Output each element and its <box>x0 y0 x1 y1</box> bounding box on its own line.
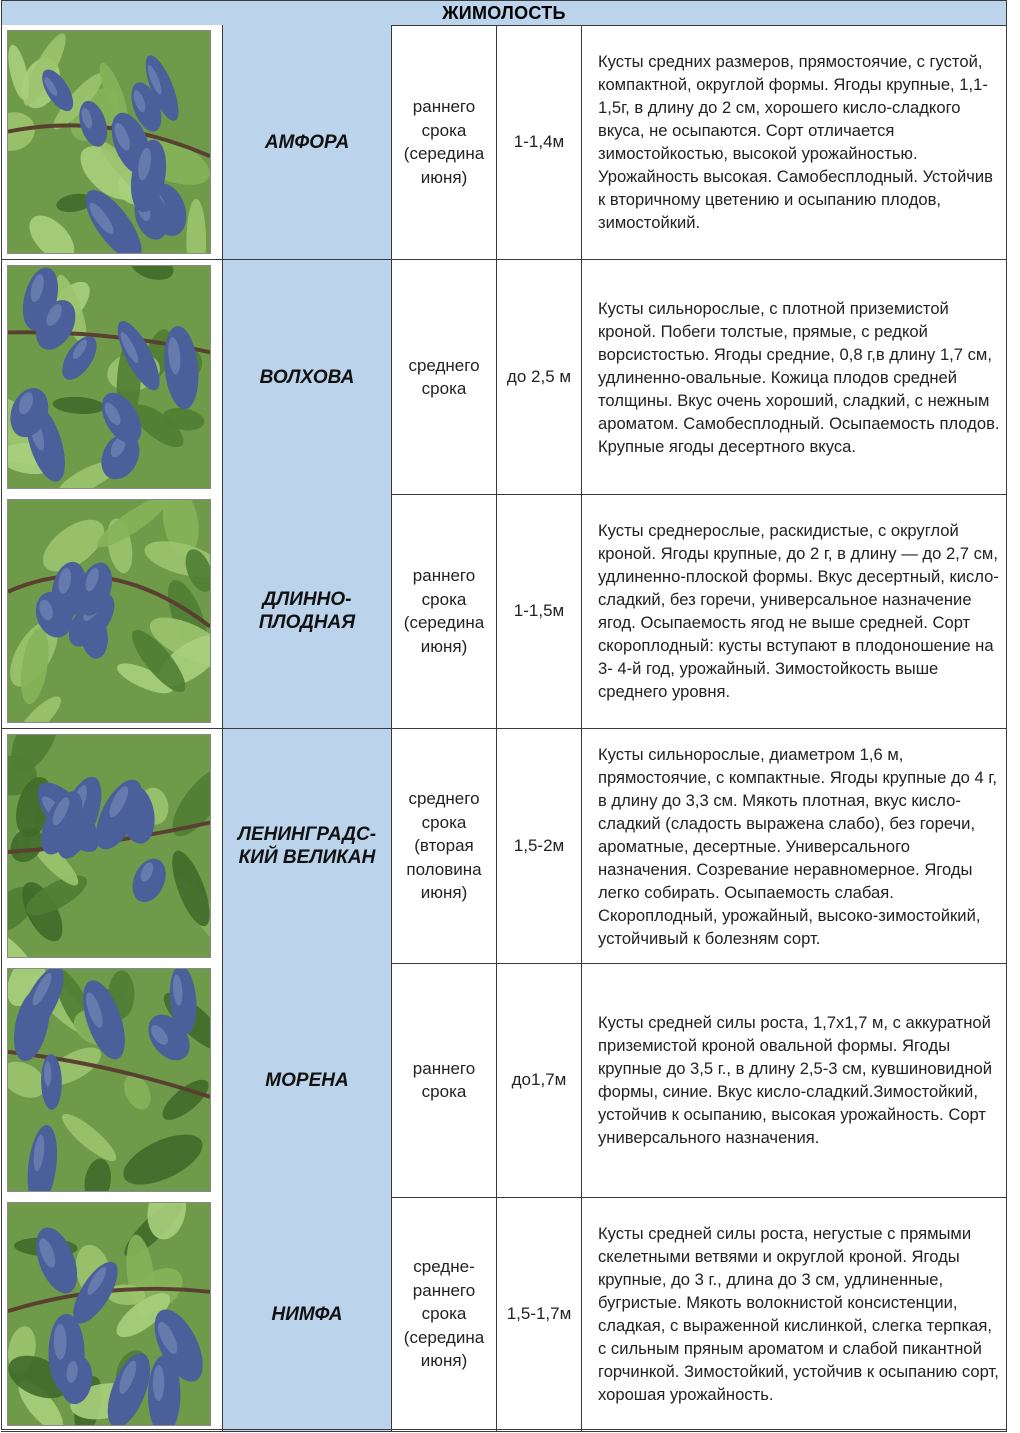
honeysuckle-berries-photo <box>7 734 211 958</box>
honeysuckle-berries-photo <box>7 968 211 1192</box>
table-row <box>1 260 1007 494</box>
variety-description-cell <box>582 1197 1007 1431</box>
ripening-term-cell <box>392 25 497 259</box>
ripening-term: раннего срока (середина июня) <box>403 566 485 656</box>
variety-description-cell <box>582 494 1007 728</box>
ripening-term-cell <box>392 729 497 963</box>
variety-description: Кусты среднерослые, раскидистые, с округлой кроной. Ягоды крупные, до 2 г, в длину — до 2,7 см, удлиненно-плоской формы. Вкус десертный, кисло-сладкий, без горечи, универсальное назначение ягод. Осыпаемость ягод не выше средней. Сорт скороплодный: кусты вступают в плодоношение на 3- 4-й год, урожайный. Зимостойкость выше среднего уровня. <box>598 521 999 701</box>
variety-description: Кусты сильнорослые, с плотной приземистой кроной. Побеги толстые, прямые, с редкой ворсистостью. Ягоды средние, 0,8 г,в длину 1,7 см, удлиненно-овальные. Кожица плодов средней толщины. Вкус очень хороший, сладкий, с нежным ароматом. Самобесплодный. Осыпаемость плодов. Крупные ягоды десертного вкуса. <box>598 298 1000 456</box>
variety-photo-cell <box>1 25 223 259</box>
ripening-term: раннего срока (середина июня) <box>403 97 485 187</box>
bush-height: до 2,5 м <box>506 367 572 386</box>
variety-photo-cell <box>1 1197 223 1431</box>
variety-name-cell <box>223 494 392 728</box>
bush-height: до1,7м <box>511 1070 567 1089</box>
bush-height: 1-1,5м <box>513 601 565 620</box>
variety-name: ЛЕНИНГРАДС- КИЙ ВЕЛИКАН <box>237 824 377 868</box>
row-divider <box>1 1431 1007 1432</box>
bush-height-cell <box>497 729 582 963</box>
variety-description: Кусты сильнорослые, диаметром 1,6 м, прямостоячие, с компактные. Ягоды крупные до 4 г, в длину до 3,3 см. Мякоть плотная, вкус кисло-сладкий (сладость выражена слабо), без горечи, ароматные, десертные. Универсального назначения. Созревание неравномерное. Ягоды легко собирать. Осыпаемость слабая. Скороплодный, урожайный, высоко-зимостойкий, устойчивый к болезням сорт. <box>598 744 997 948</box>
ripening-term-cell <box>392 494 497 728</box>
variety-description-cell <box>582 963 1007 1197</box>
variety-description: Кусты средней силы роста, 1,7х1,7 м, с аккуратной приземистой кроной овальной формы. Ягоды крупные до 3,5 г., в длину 2,5-3 см, кувшиновидной формы, синие. Вкус кисло-сладкий.Зимостойкий, устойчив к осыпанию, высокая урожайность. Сорт универсального назначения. <box>598 1013 993 1147</box>
variety-name: АМФОРА <box>264 131 350 153</box>
variety-photo-cell <box>1 260 223 494</box>
table-row <box>1 729 1007 963</box>
bush-height-cell <box>497 1197 582 1431</box>
variety-description: Кусты средних размеров, прямостоячие, с густой, компактной, округлой формы. Ягоды крупные, 1,1-1,5г, в длину до 2 см, хорошего кисло-сладкого вкуса, не осыпаются. Сорт отличается зимостойкостью, высокой урожайностью. Урожайность высокая. Самобесплодный. Устойчив к вторичному цветению и осыпанию плодов, зимостойкий. <box>598 52 993 232</box>
variety-description-cell <box>582 260 1007 494</box>
variety-name: ДЛИННО- ПЛОДНАЯ <box>258 589 356 633</box>
ripening-term-cell <box>392 1197 497 1431</box>
variety-name-cell <box>223 963 392 1197</box>
bush-height-cell <box>497 260 582 494</box>
variety-name: ВОЛХОВА <box>259 366 355 388</box>
honeysuckle-berries-photo <box>7 1202 211 1426</box>
honeysuckle-berries-photo <box>7 30 211 254</box>
variety-description-cell <box>582 729 1007 963</box>
bush-height-cell <box>497 25 582 259</box>
ripening-term-cell <box>392 963 497 1197</box>
ripening-term-cell <box>392 260 497 494</box>
ripening-term: раннего срока <box>412 1058 476 1101</box>
variety-name-cell <box>223 1197 392 1431</box>
variety-name-cell <box>223 729 392 963</box>
table-row <box>1 494 1007 728</box>
variety-description: Кусты средней силы роста, негустые с прямыми скелетными ветвями и округлой кроной. Ягоды крупные, до 3 г., длина до 3 см, удлиненные, бугристые. Мякоть волокнистой консистенции, сладкая, с выраженной кислинкой, слегка терпкая, с сильным пряным ароматом и слабой пикантной горчинкой. Зимостойкий, устойчив к осыпанию сорт, хорошая урожайность. <box>598 1224 999 1404</box>
bush-height: 1-1,4м <box>513 132 565 151</box>
bush-height: 1,5-1,7м <box>506 1304 572 1323</box>
variety-photo-cell <box>1 963 223 1197</box>
table-row <box>1 963 1007 1197</box>
variety-photo-cell <box>1 729 223 963</box>
table-title: ЖИМОЛОСТЬ <box>1 0 1007 26</box>
variety-description-cell <box>582 25 1007 259</box>
variety-name-cell <box>223 25 392 259</box>
variety-photo-cell <box>1 494 223 728</box>
ripening-term: среднего срока (вторая половина июня) <box>406 789 482 903</box>
variety-name: МОРЕНА <box>265 1069 349 1091</box>
bush-height: 1,5-2м <box>513 836 565 855</box>
ripening-term: средне-раннего срока (середина июня) <box>403 1257 485 1371</box>
table-row <box>1 25 1007 259</box>
bush-height-cell <box>497 963 582 1197</box>
table-row <box>1 1197 1007 1431</box>
variety-name-cell <box>223 260 392 494</box>
honeysuckle-berries-photo <box>7 265 211 489</box>
ripening-term: среднего срока <box>408 355 480 398</box>
bush-height-cell <box>497 494 582 728</box>
honeysuckle-berries-photo <box>7 499 211 723</box>
variety-name: НИМФА <box>271 1303 343 1325</box>
